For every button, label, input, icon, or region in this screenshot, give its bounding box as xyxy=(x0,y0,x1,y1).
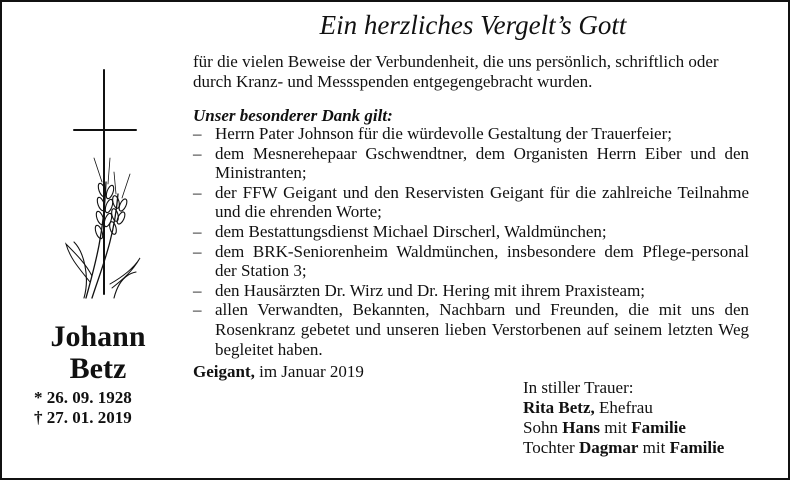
birth-date: * 26. 09. 1928 xyxy=(34,388,132,407)
mourner-family: Familie xyxy=(669,438,725,457)
thanks-item xyxy=(193,300,749,359)
mourner-middle: mit xyxy=(604,418,627,437)
place: Geigant, xyxy=(193,362,255,381)
thanks-item-text: den Hausärzten Dr. Wirz und Dr. Hering mit ihrem Praxisteam; xyxy=(215,280,646,300)
mourners-block xyxy=(523,378,724,458)
mourners-intro: In stiller Trauer: xyxy=(523,378,634,397)
dash-bullet: – xyxy=(193,241,202,261)
dash-bullet: – xyxy=(193,182,202,202)
dash-bullet: – xyxy=(193,124,202,143)
thanks-item xyxy=(193,124,749,144)
mourner-relation: Ehefrau xyxy=(599,398,653,417)
cross-with-wheat-icon xyxy=(44,62,154,302)
death-date: † 27. 01. 2019 xyxy=(34,408,132,427)
place-date xyxy=(193,362,364,382)
mourner-line xyxy=(523,418,724,438)
mourner-line xyxy=(523,438,724,458)
mourner-family: Familie xyxy=(631,418,686,437)
deceased-last-name: Betz xyxy=(69,352,127,385)
thanks-item-text: dem BRK-Seniorenheim Waldmünchen, insbesondere dem Pflege-personal der Station 3; xyxy=(215,241,749,281)
thanks-item-text: der FFW Geigant und den Reservisten Geigant für die zahlreiche Teilnahme und die ehrenden Worte; xyxy=(215,182,749,222)
thanks-item xyxy=(193,144,749,183)
thanks-heading: Unser besonderer Dank gilt: xyxy=(193,106,393,125)
headline: Ein herzliches Vergelt’s Gott xyxy=(319,10,627,40)
thanks-item xyxy=(193,281,749,301)
thanks-item xyxy=(193,242,749,281)
thanks-item-text: dem Mesnerehepaar Gschwendtner, dem Organisten Herrn Eiber und den Ministranten; xyxy=(215,143,749,183)
mourner-name: Rita Betz, xyxy=(523,398,595,417)
thanks-column xyxy=(193,4,753,478)
intro-paragraph: für die vielen Beweise der Verbundenheit, die uns persönlich, schriftlich oder durch Kranz- und Messspenden entgegengebracht wurden. xyxy=(193,52,719,91)
mourner-name: Hans xyxy=(562,418,601,437)
mourner-name: Dagmar xyxy=(578,438,639,457)
thanks-item xyxy=(193,222,749,242)
mourner-line xyxy=(523,398,724,418)
mourner-middle: mit xyxy=(642,438,666,457)
thanks-list xyxy=(193,124,749,359)
date: im Januar 2019 xyxy=(259,362,364,381)
dash-bullet: – xyxy=(193,280,202,300)
thanks-item-text: Herrn Pater Johnson für die würdevolle Gestaltung der Trauerfeier; xyxy=(215,124,672,143)
thanks-item-text: allen Verwandten, Bekannten, Nachbarn und Freunden, die mit uns den Rosenkranz gebetet und unseren lieben Verstorbenen auf seinem letzten Weg begleitet haben. xyxy=(215,300,749,359)
mourner-prefix: Sohn xyxy=(523,418,558,437)
deceased-first-name: Johann xyxy=(50,320,146,353)
dash-bullet: – xyxy=(193,300,202,320)
dash-bullet: – xyxy=(193,221,202,241)
thanks-item-text: dem Bestattungsdienst Michael Dirscherl, Waldmünchen; xyxy=(215,221,607,241)
deceased-column xyxy=(4,4,192,478)
dash-bullet: – xyxy=(193,143,202,163)
thanks-item xyxy=(193,183,749,222)
mourner-prefix: Tochter xyxy=(523,438,575,457)
